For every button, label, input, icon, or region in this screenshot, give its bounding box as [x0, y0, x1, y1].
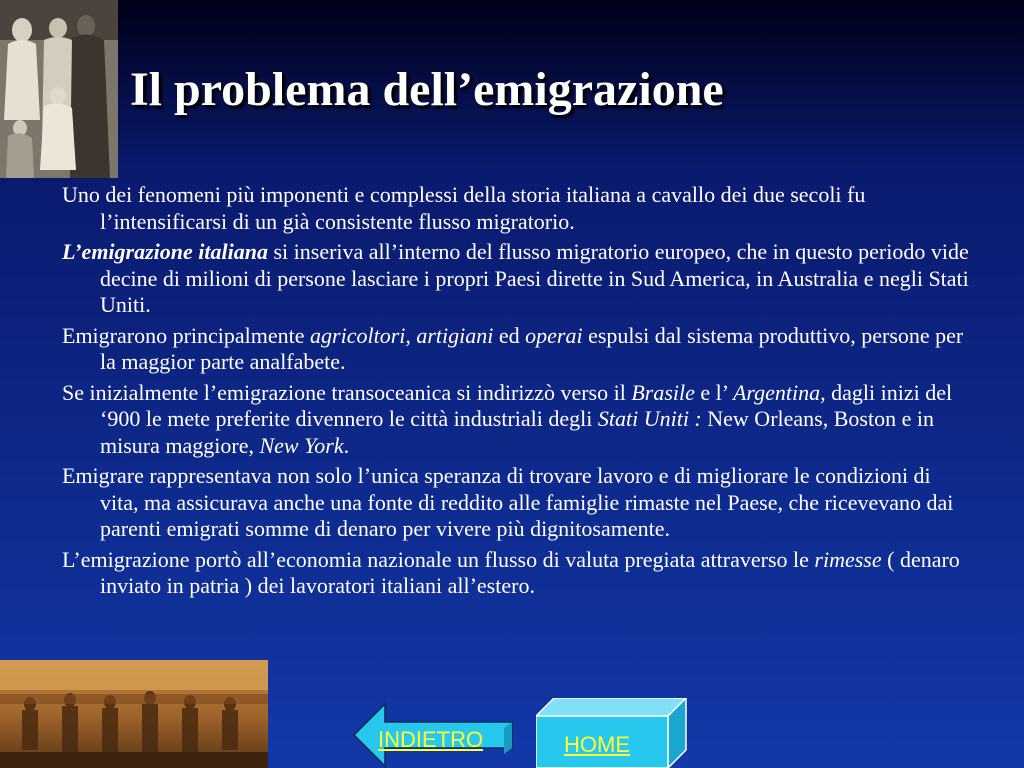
- emigrant-family-photo: [0, 0, 118, 178]
- emigrant-family-photo-image: [0, 0, 118, 178]
- workers-march-painting-image: [0, 660, 268, 768]
- paragraph-4-text-a: Se inizialmente l’emigrazione transoceanica si indirizzò verso il: [62, 379, 632, 405]
- paragraph-3-text-c: espulsi dal sistema produttivo, persone per la maggior parte analfabete.: [100, 322, 964, 374]
- home-button[interactable]: [536, 698, 688, 768]
- paragraph-4-text-e: .: [343, 432, 350, 458]
- paragraph-4-emphasis-2: Argentina: [732, 379, 821, 405]
- paragraph-4-text-d: New Orleans, Boston e in misura maggiore,: [100, 406, 934, 458]
- slide-body: [62, 182, 972, 604]
- paragraph-3-text-a: Emigrarono principalmente: [62, 322, 311, 348]
- slide-title: Il problema dell’emigrazione: [130, 63, 724, 116]
- paragraph-6-emphasis: rimesse: [814, 546, 882, 572]
- paragraph-2-text: si inseriva all’interno del flusso migratorio europeo, che in questo periodo vide decine di milioni di persone lasciare i propri Paesi dirette in Sud America, in Australia e negli Stati Uniti.: [100, 239, 969, 317]
- paragraph-5-text: Emigrare rappresentava non solo l’unica speranza di trovare lavoro e di migliorare le condizioni di vita, ma assicurava anche una fonte di reddito alle famiglie rimaste nel Paese, che ricevevano dai parenti emigrati somme di denaro per vivere più dignitosamente.: [62, 463, 954, 541]
- paragraph-4-emphasis-1: Brasile: [631, 379, 695, 405]
- paragraph-2-emphasis: L’emigrazione italiana: [62, 239, 268, 264]
- workers-march-painting: [0, 660, 268, 768]
- paragraph-3: [62, 323, 972, 376]
- paragraph-6: [62, 547, 972, 600]
- paragraph-4-emphasis-4: New York: [259, 432, 344, 458]
- paragraph-3-text-b: ed: [493, 322, 526, 348]
- paragraph-6-text-a: L’emigrazione portò all’economia nazionale un flusso di valuta pregiata attraverso le: [62, 546, 815, 572]
- paragraph-4-emphasis-3: Stati Uniti :: [597, 406, 702, 431]
- paragraph-3-emphasis-1: agricoltori, artigiani: [310, 322, 494, 348]
- back-button-label[interactable]: INDIETRO: [378, 727, 484, 752]
- paragraph-6-text-b: ( denaro inviato in patria ) dei lavoratori italiani all’estero.: [100, 546, 960, 598]
- paragraph-4-text-b: e l’: [694, 379, 733, 405]
- paragraph-3-emphasis-2: operai: [525, 322, 583, 348]
- paragraph-2: [62, 239, 972, 319]
- paragraph-4-text-c: , dagli inizi del ‘900 le mete preferite divennero le città industriali degli: [100, 379, 953, 431]
- home-button-label[interactable]: HOME: [564, 732, 630, 757]
- paragraph-5: [62, 463, 972, 543]
- back-button[interactable]: [352, 702, 514, 768]
- paragraph-1-text: Uno dei fenomeni più imponenti e complessi della storia italiana a cavallo dei due secoli fu l’intensificarsi di un già consistente flusso migratorio.: [62, 182, 866, 234]
- paragraph-1: [62, 182, 972, 235]
- paragraph-4: [62, 380, 972, 460]
